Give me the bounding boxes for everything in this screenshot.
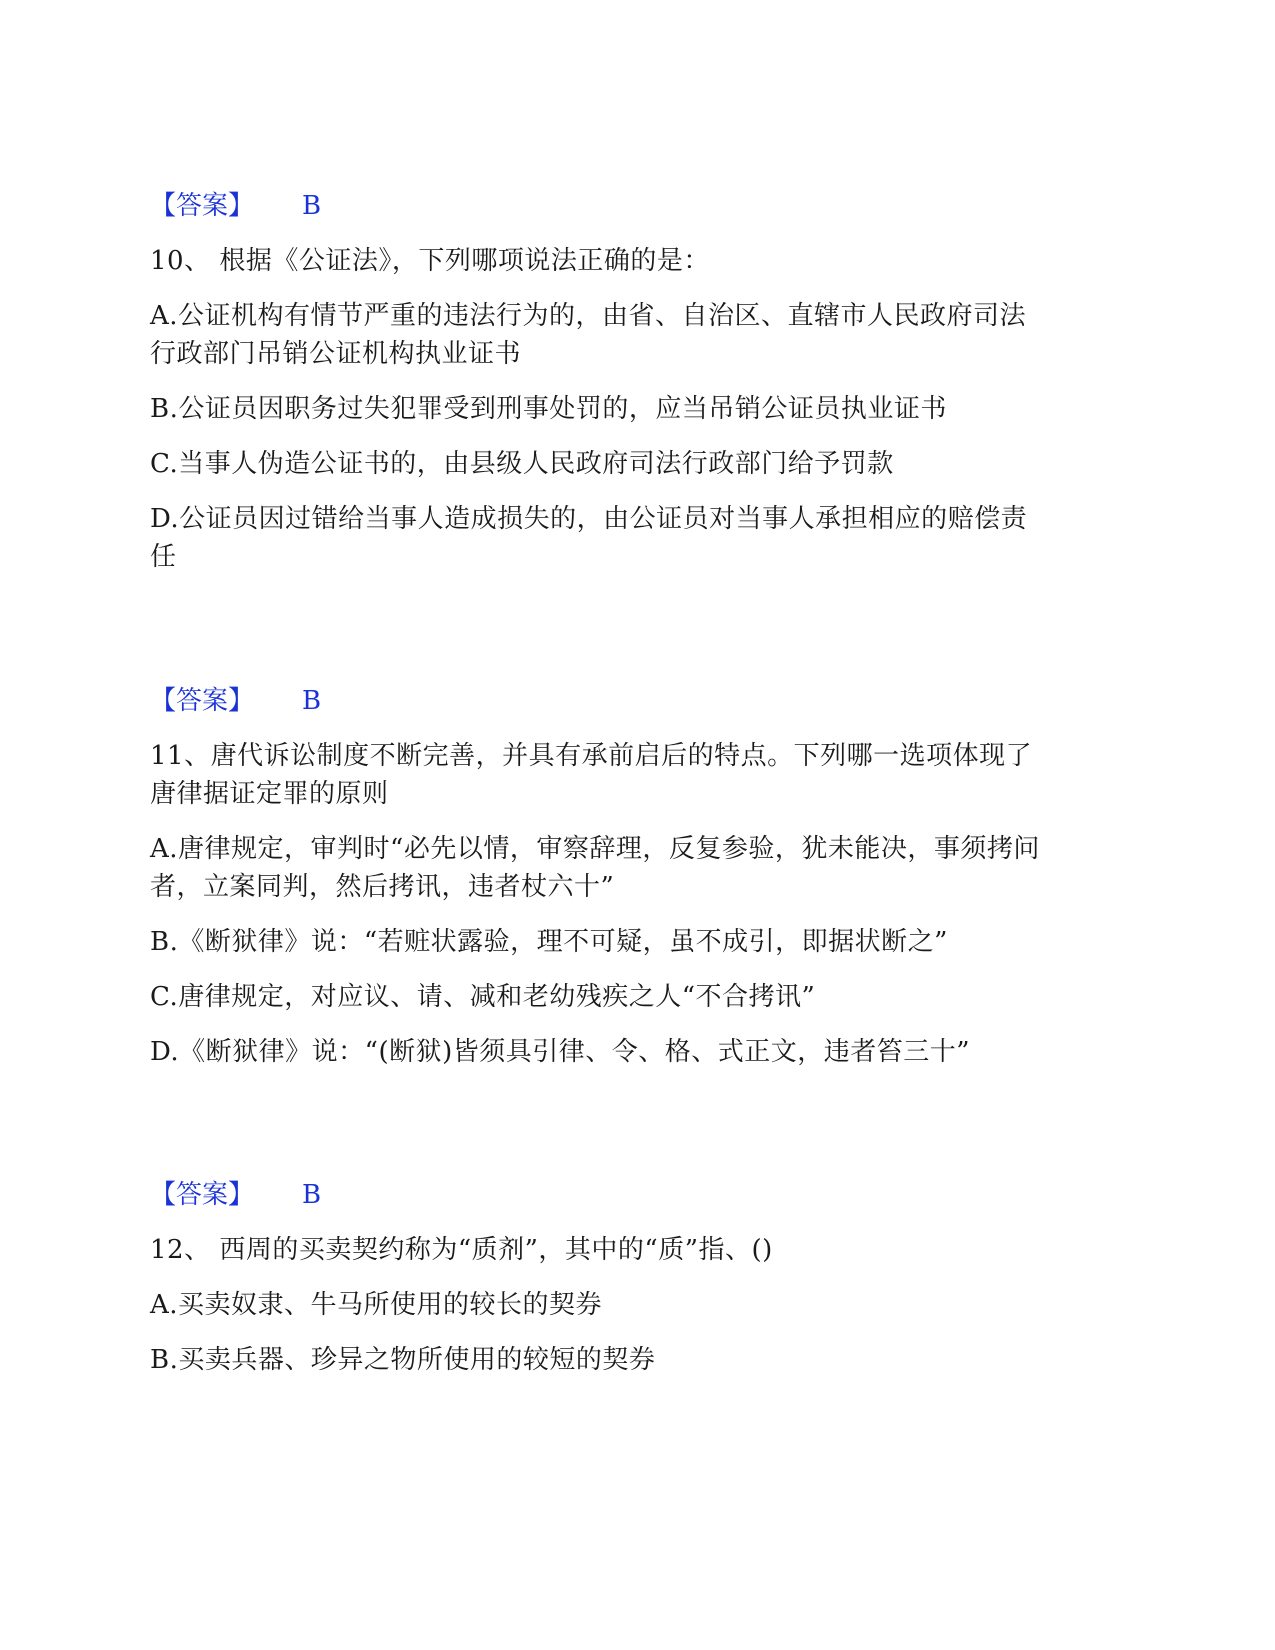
answer-line: [150, 683, 321, 719]
question-10-option-d-cont: 任: [150, 542, 177, 572]
question-11-option-c: C.唐律规定，对应议、请、减和老幼残疾之人“不合拷讯”: [150, 982, 816, 1012]
answer-line: [150, 1177, 321, 1213]
answer-line: [150, 188, 321, 224]
question-12-option-b: B.买卖兵器、珍异之物所使用的较短的契券: [150, 1345, 656, 1375]
question-11-option-b: B.《断狱律》说：“若赃状露验，理不可疑，虽不成引，即据状断之”: [150, 927, 948, 957]
question-12-option-a: A.买卖奴隶、牛马所使用的较长的契券: [150, 1290, 603, 1320]
answer-value: B: [302, 1180, 322, 1210]
answer-label: 【答案】: [150, 1180, 255, 1210]
question-10-stem: 10、 根据《公证法》，下列哪项说法正确的是：: [150, 246, 710, 276]
question-10-option-a-cont: 行政部门吊销公证机构执业证书: [150, 339, 522, 369]
question-11-option-a: A.唐律规定，审判时“必先以情，审察辞理，反复参验，犹未能决，事须拷问: [150, 834, 1040, 864]
question-11-option-a-cont: 者，立案同判，然后拷讯，违者杖六十”: [150, 872, 615, 902]
question-11-option-d: D.《断狱律》说：“(断狱)皆须具引律、令、格、式正文，违者笞三十”: [150, 1037, 971, 1067]
answer-label: 【答案】: [150, 686, 255, 716]
question-10-option-a: A.公证机构有情节严重的违法行为的，由省、自治区、直辖市人民政府司法: [150, 301, 1027, 331]
answer-value: B: [302, 191, 322, 221]
question-10-option-c: C.当事人伪造公证书的，由县级人民政府司法行政部门给予罚款: [150, 449, 894, 479]
question-11-stem: 11、唐代诉讼制度不断完善，并具有承前启后的特点。下列哪一选项体现了: [150, 741, 1033, 771]
question-12-stem: 12、 西周的买卖契约称为“质剂”，其中的“质”指、(): [150, 1235, 773, 1265]
answer-label: 【答案】: [150, 191, 255, 221]
answer-value: B: [302, 686, 322, 716]
question-10-option-d: D.公证员因过错给当事人造成损失的，由公证员对当事人承担相应的赔偿责: [150, 504, 1028, 534]
question-10-option-b: B.公证员因职务过失犯罪受到刑事处罚的，应当吊销公证员执业证书: [150, 394, 947, 424]
question-11-stem-cont: 唐律据证定罪的原则: [150, 779, 389, 809]
